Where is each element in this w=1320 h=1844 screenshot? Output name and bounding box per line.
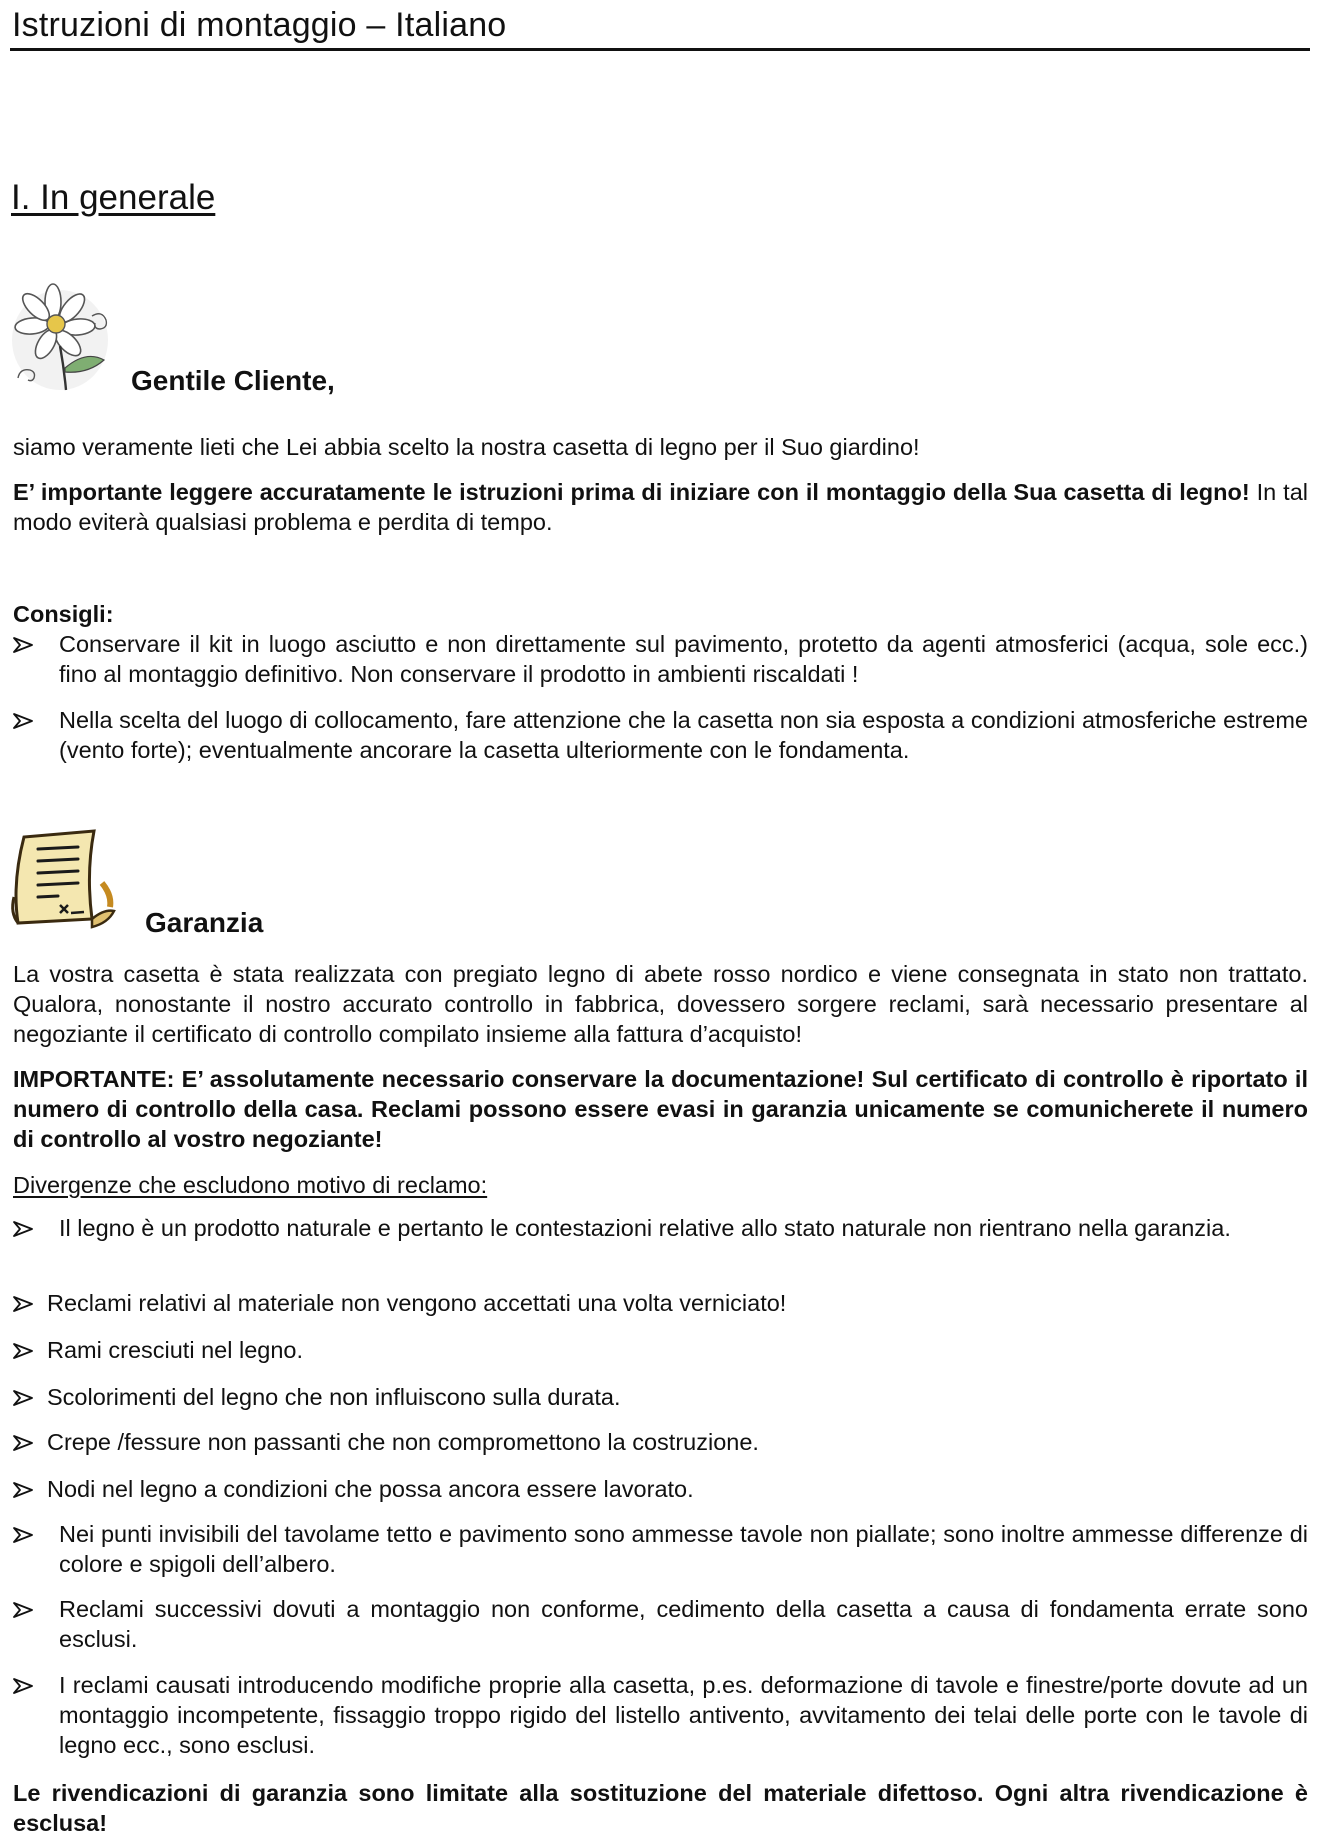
arrowhead-bullet-icon	[13, 1295, 35, 1313]
arrowhead-bullet-icon	[13, 1481, 35, 1499]
exclusion-item: Reclami relativi al materiale non vengono accettati una volta verniciato!	[47, 1290, 787, 1316]
exclusion-item: Crepe /fessure non passanti che non compromettono la costruzione.	[47, 1429, 759, 1455]
arrowhead-bullet-icon	[13, 1389, 35, 1407]
greeting-intro: siamo veramente lieti che Lei abbia scelto la nostra casetta di legno per il Suo giardino!	[13, 434, 920, 460]
arrowhead-bullet-icon	[13, 1342, 35, 1360]
arrowhead-bullet-icon	[13, 636, 35, 654]
exclusion-item: Rami cresciuti nel legno.	[47, 1337, 303, 1363]
arrowhead-bullet-icon	[13, 1677, 35, 1695]
exclusion-item: Il legno è un prodotto naturale e pertanto le contestazioni relative allo stato naturale non rientrano nella garanzia.	[59, 1215, 1231, 1241]
arrowhead-bullet-icon	[13, 1601, 35, 1619]
arrowhead-bullet-icon	[13, 1526, 35, 1544]
arrowhead-bullet-icon	[13, 712, 35, 730]
header-title: Istruzioni di montaggio – Italiano	[12, 6, 507, 44]
exclusions-heading-text: Divergenze che escludono motivo di reclamo:	[13, 1172, 488, 1198]
exclusions-heading	[13, 1170, 1308, 1200]
greeting-important-rest: In tal modo eviterà qualsiasi problema e perdita di tempo.	[13, 479, 1309, 535]
warranty-closing: Le rivendicazioni di garanzia sono limitate alla sostituzione del materiale difettoso. Ogni altra rivendicazione è esclusa!	[13, 1780, 1308, 1836]
greeting-important	[13, 477, 1308, 537]
arrowhead-bullet-icon	[13, 1220, 35, 1238]
tip-item: Conservare il kit in luogo asciutto e non direttamente sul pavimento, protetto da agenti atmosferici (acqua, sole ecc.) fino al montaggio definitivo. Non conservare il prodotto in ambienti riscaldati !	[59, 631, 1308, 687]
scroll-document-icon	[8, 823, 126, 933]
arrowhead-bullet-icon	[13, 1434, 35, 1452]
greeting-heading: Gentile Cliente,	[131, 365, 335, 396]
exclusion-item: Reclami successivi dovuti a montaggio non conforme, cedimento della casetta a causa di fondamenta errate sono esclusi.	[59, 1596, 1308, 1652]
exclusion-item: Scolorimenti del legno che non influiscono sulla durata.	[47, 1384, 621, 1410]
section-title: I. In generale	[11, 178, 216, 217]
warranty-important: IMPORTANTE: E’ assolutamente necessario conservare la documentazione! Sul certificato di controllo è riportato il numero di controllo della casa. Reclami possono essere evasi in garanzia unicamente se comunicherete il numero di controllo al vostro negoziante!	[13, 1066, 1308, 1152]
daisy-clipart-icon	[8, 280, 116, 394]
page-header	[10, 2, 1310, 51]
tip-item: Nella scelta del luogo di collocamento, fare attenzione che la casetta non sia esposta a condizioni atmosferiche estreme (vento forte); eventualmente ancorare la casetta ulteriormente con le fondamenta.	[59, 707, 1308, 763]
exclusion-item: I reclami causati introducendo modifiche proprie alla casetta, p.es. deformazione di tavole e finestre/porte dovute ad un montaggio incompetente, fissaggio troppo rigido del listello antivento, avvitamento dei telai delle porte con le tavole di legno ecc., sono esclusi.	[59, 1672, 1308, 1758]
exclusion-item: Nodi nel legno a condizioni che possa ancora essere lavorato.	[47, 1476, 694, 1502]
greeting-important-bold: E’ importante leggere accuratamente le istruzioni prima di iniziare con il montaggio della Sua casetta di legno!	[13, 479, 1250, 505]
warranty-intro: La vostra casetta è stata realizzata con pregiato legno di abete rosso nordico e viene consegnata in stato non trattato. Qualora, nonostante il nostro accurato controllo in fabbrica, dovessero sorgere reclami, sarà necessario presentare al negoziante il certificato di controllo compilato insieme alla fattura d’acquisto!	[13, 961, 1308, 1047]
tips-heading: Consigli:	[13, 601, 114, 627]
exclusion-item: Nei punti invisibili del tavolame tetto e pavimento sono ammesse tavole non piallate; sono inoltre ammesse differenze di colore e spigoli dell’albero.	[59, 1521, 1308, 1577]
warranty-heading: Garanzia	[145, 907, 264, 938]
